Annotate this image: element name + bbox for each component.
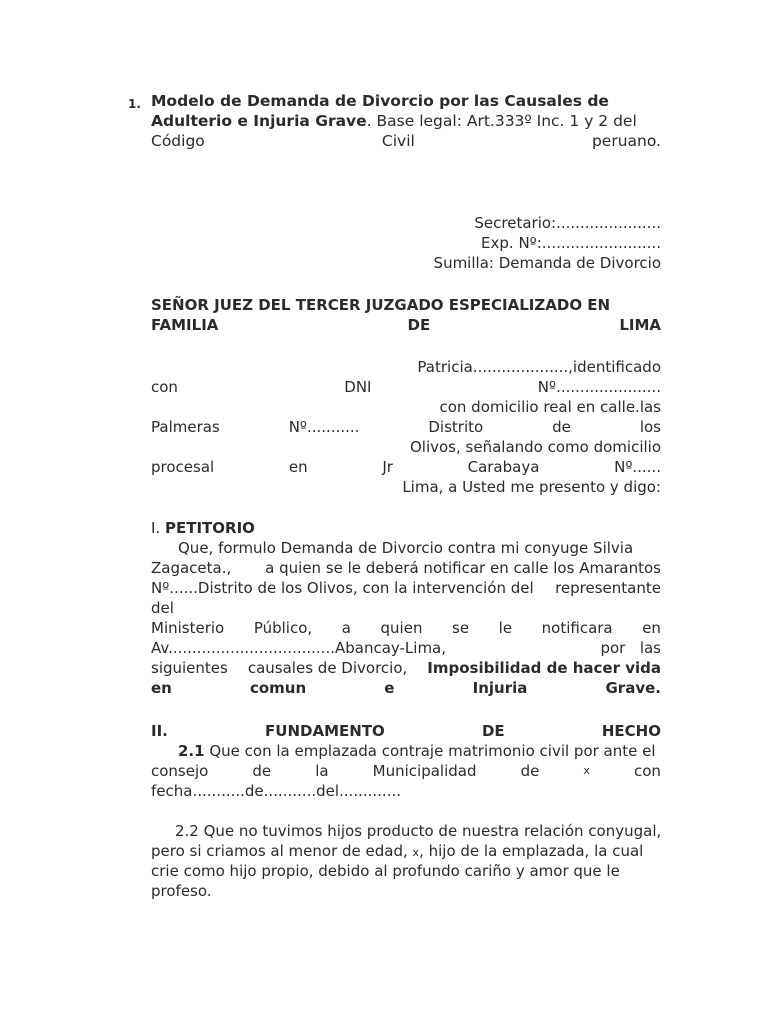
petitorio-line (151, 658, 661, 678)
word: Público, (253, 619, 313, 637)
title-word: peruano. (591, 132, 661, 150)
word: Carabaya (467, 458, 540, 476)
intro-line: Lima, a Usted me presento y digo: (402, 478, 661, 496)
fundamento-line (151, 841, 661, 861)
section-title: PETITORIO (164, 519, 255, 537)
word: consejo (151, 762, 209, 780)
word: los (639, 418, 661, 436)
word: la (315, 762, 329, 780)
word: Av...................................Abancay-Lima, (151, 639, 447, 657)
petitorio-line: del (151, 599, 174, 617)
intro-line (151, 457, 661, 477)
word: de (252, 762, 272, 780)
word: quien (380, 619, 423, 637)
title-word: Código (151, 132, 205, 150)
word: de (520, 762, 540, 780)
addressee (151, 295, 661, 335)
section-title-word: DE (481, 722, 505, 740)
petitorio-line (151, 678, 661, 698)
word: Palmeras (151, 418, 220, 436)
intro-line: Olivos, señalando como domicilio (409, 438, 661, 456)
title-legal-base: . Base legal: Art.333º Inc. 1 y 2 del (366, 112, 637, 130)
secretario-line: Secretario:...................... (474, 214, 661, 232)
word: las (639, 639, 661, 657)
word: causales de Divorcio, (247, 659, 408, 677)
word: Municipalidad (372, 762, 477, 780)
title-bold-causales: Adulterio e Injuria Grave (151, 112, 367, 130)
text: Que con la emplazada contraje matrimonio civil por ante el (209, 742, 656, 760)
intro-line (151, 377, 661, 397)
word: Jr (382, 458, 393, 476)
word: le (498, 619, 513, 637)
word: representante (555, 579, 661, 597)
sumilla-line: Sumilla: Demanda de Divorcio (433, 254, 661, 272)
addressee-word: DE (407, 316, 431, 334)
petitorio-line (151, 638, 661, 658)
fundamento-line: 2.2 Que no tuvimos hijos producto de nuestra relación conyugal, (175, 822, 662, 840)
word: Grave. (605, 679, 661, 697)
text: , hijo de la emplazada, la cual (419, 842, 644, 860)
petitorio-line (151, 558, 661, 578)
section-title-word: HECHO (601, 722, 661, 740)
word: Injuria (472, 679, 528, 697)
expediente-line: Exp. Nº:......................... (481, 234, 661, 252)
fundamento-heading (151, 721, 661, 741)
item-number: 2.1 (178, 742, 205, 760)
petitorio-line (151, 618, 661, 638)
addressee-line-1: SEÑOR JUEZ DEL TERCER JUZGADO ESPECIALIZADO EN (151, 296, 611, 314)
word: procesal (151, 458, 215, 476)
fundamento-line: profeso. (151, 882, 212, 900)
intro-line: Patricia....................,identificado (417, 358, 661, 376)
text: x (412, 846, 420, 859)
list-number: 1. (128, 97, 141, 111)
word: a (341, 619, 351, 637)
word: Nº......Distrito de los Olivos, con la intervención del (151, 579, 534, 597)
fundamento-line: fecha...........de...........del............. (151, 782, 402, 800)
section-title-word: FUNDAMENTO (265, 722, 385, 740)
fundamento-line (151, 761, 661, 781)
blank-line (151, 801, 661, 821)
word: se (452, 619, 470, 637)
word: comun (249, 679, 307, 697)
word: Nº...................... (537, 378, 661, 396)
section-number: I. (151, 519, 161, 537)
petitorio-line: Que, formulo Demanda de Divorcio contra mi conyuge Silvia (178, 539, 634, 557)
word: en (288, 458, 308, 476)
title-word: Civil (381, 132, 415, 150)
word: x (583, 764, 590, 777)
word: e (384, 679, 395, 697)
word: en (151, 679, 172, 697)
addressee-line-2 (151, 315, 661, 335)
addressee-word: LIMA (619, 316, 661, 334)
addressee-word: FAMILIA (151, 316, 219, 334)
word: Distrito (428, 418, 484, 436)
word: Imposibilidad de hacer vida (427, 659, 661, 677)
fundamento-line: crie como hijo propio, debido al profundo cariño y amor que le (151, 862, 620, 880)
word: Nº...... (614, 458, 661, 476)
word: Ministerio (151, 619, 225, 637)
intro-line (151, 417, 661, 437)
intro-line: con domicilio real en calle.las (439, 398, 661, 416)
header-right (151, 213, 661, 273)
word: notificara (541, 619, 613, 637)
petitorio-heading (151, 518, 661, 538)
fundamento-section (151, 721, 661, 901)
section-number: II. (151, 722, 168, 740)
text: pero si criamos al menor de edad, (151, 842, 408, 860)
word: con (151, 378, 178, 396)
word: a quien se le deberá notificar en calle los Amarantos (265, 559, 661, 577)
word: DNI (344, 378, 372, 396)
fundamento-line (151, 741, 661, 761)
word: de (552, 418, 571, 436)
word: siguientes (151, 659, 228, 677)
intro-paragraph (151, 357, 661, 497)
title-line-1: Modelo de Demanda de Divorcio por las Causales de (151, 92, 609, 110)
word: en (642, 619, 661, 637)
word: con (634, 762, 661, 780)
petitorio-section (151, 518, 661, 698)
petitorio-line (151, 578, 661, 598)
word: Zagaceta., (151, 559, 232, 577)
word: Nº........... (288, 418, 360, 436)
word: por (600, 639, 626, 657)
document-title (151, 91, 661, 151)
